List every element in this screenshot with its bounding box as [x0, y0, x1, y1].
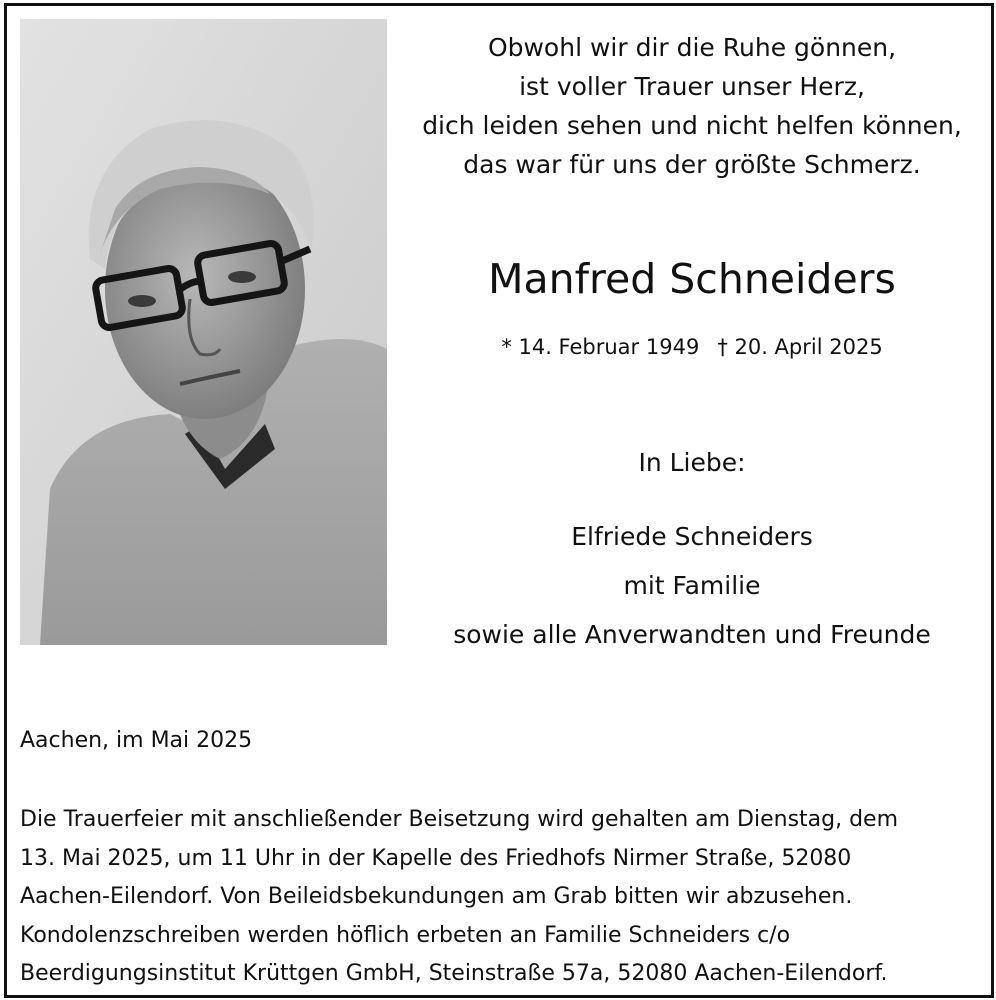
deceased-name: Manfred Schneiders — [488, 255, 896, 303]
mourner-line: sowie alle Anverwandten und Freunde — [453, 620, 931, 649]
poem-line: das war für uns der größte Schmerz. — [463, 150, 921, 179]
memorial-poem — [397, 28, 987, 184]
portrait-illustration — [20, 19, 387, 645]
notice-line: Aachen-Eilendorf. Von Beileidsbekundungen am Grab bitten wir abzusehen. — [20, 884, 853, 909]
poem-line: dich leiden sehen und nicht helfen können, — [422, 111, 962, 140]
birth-date: * 14. Februar 1949 — [501, 335, 700, 359]
in-love-label: In Liebe: — [638, 448, 746, 477]
funeral-notice — [20, 801, 985, 994]
portrait-photo — [20, 19, 387, 645]
place-and-date: Aachen, im Mai 2025 — [20, 728, 253, 753]
mourners-list — [397, 512, 987, 659]
mourner-line: Elfriede Schneiders — [571, 522, 813, 551]
life-dates — [397, 332, 987, 362]
notice-line: Beerdigungsinstitut Krüttgen GmbH, Steinstraße 57a, 52080 Aachen-Eilendorf. — [20, 961, 888, 986]
notice-line: Kondolenzschreiben werden höflich erbeten an Familie Schneiders c/o — [20, 922, 791, 948]
notice-line: Die Trauerfeier mit anschließender Beisetzung wird gehalten am Dienstag, dem — [20, 807, 899, 832]
mourner-line: mit Familie — [623, 571, 761, 600]
obituary-frame — [4, 3, 994, 998]
death-date: † 20. April 2025 — [717, 335, 883, 359]
poem-line: ist voller Trauer unser Herz, — [519, 72, 865, 101]
notice-line: 13. Mai 2025, um 11 Uhr in der Kapelle des Friedhofs Nirmer Straße, 52080 — [20, 845, 852, 871]
poem-line: Obwohl wir dir die Ruhe gönnen, — [487, 33, 897, 62]
